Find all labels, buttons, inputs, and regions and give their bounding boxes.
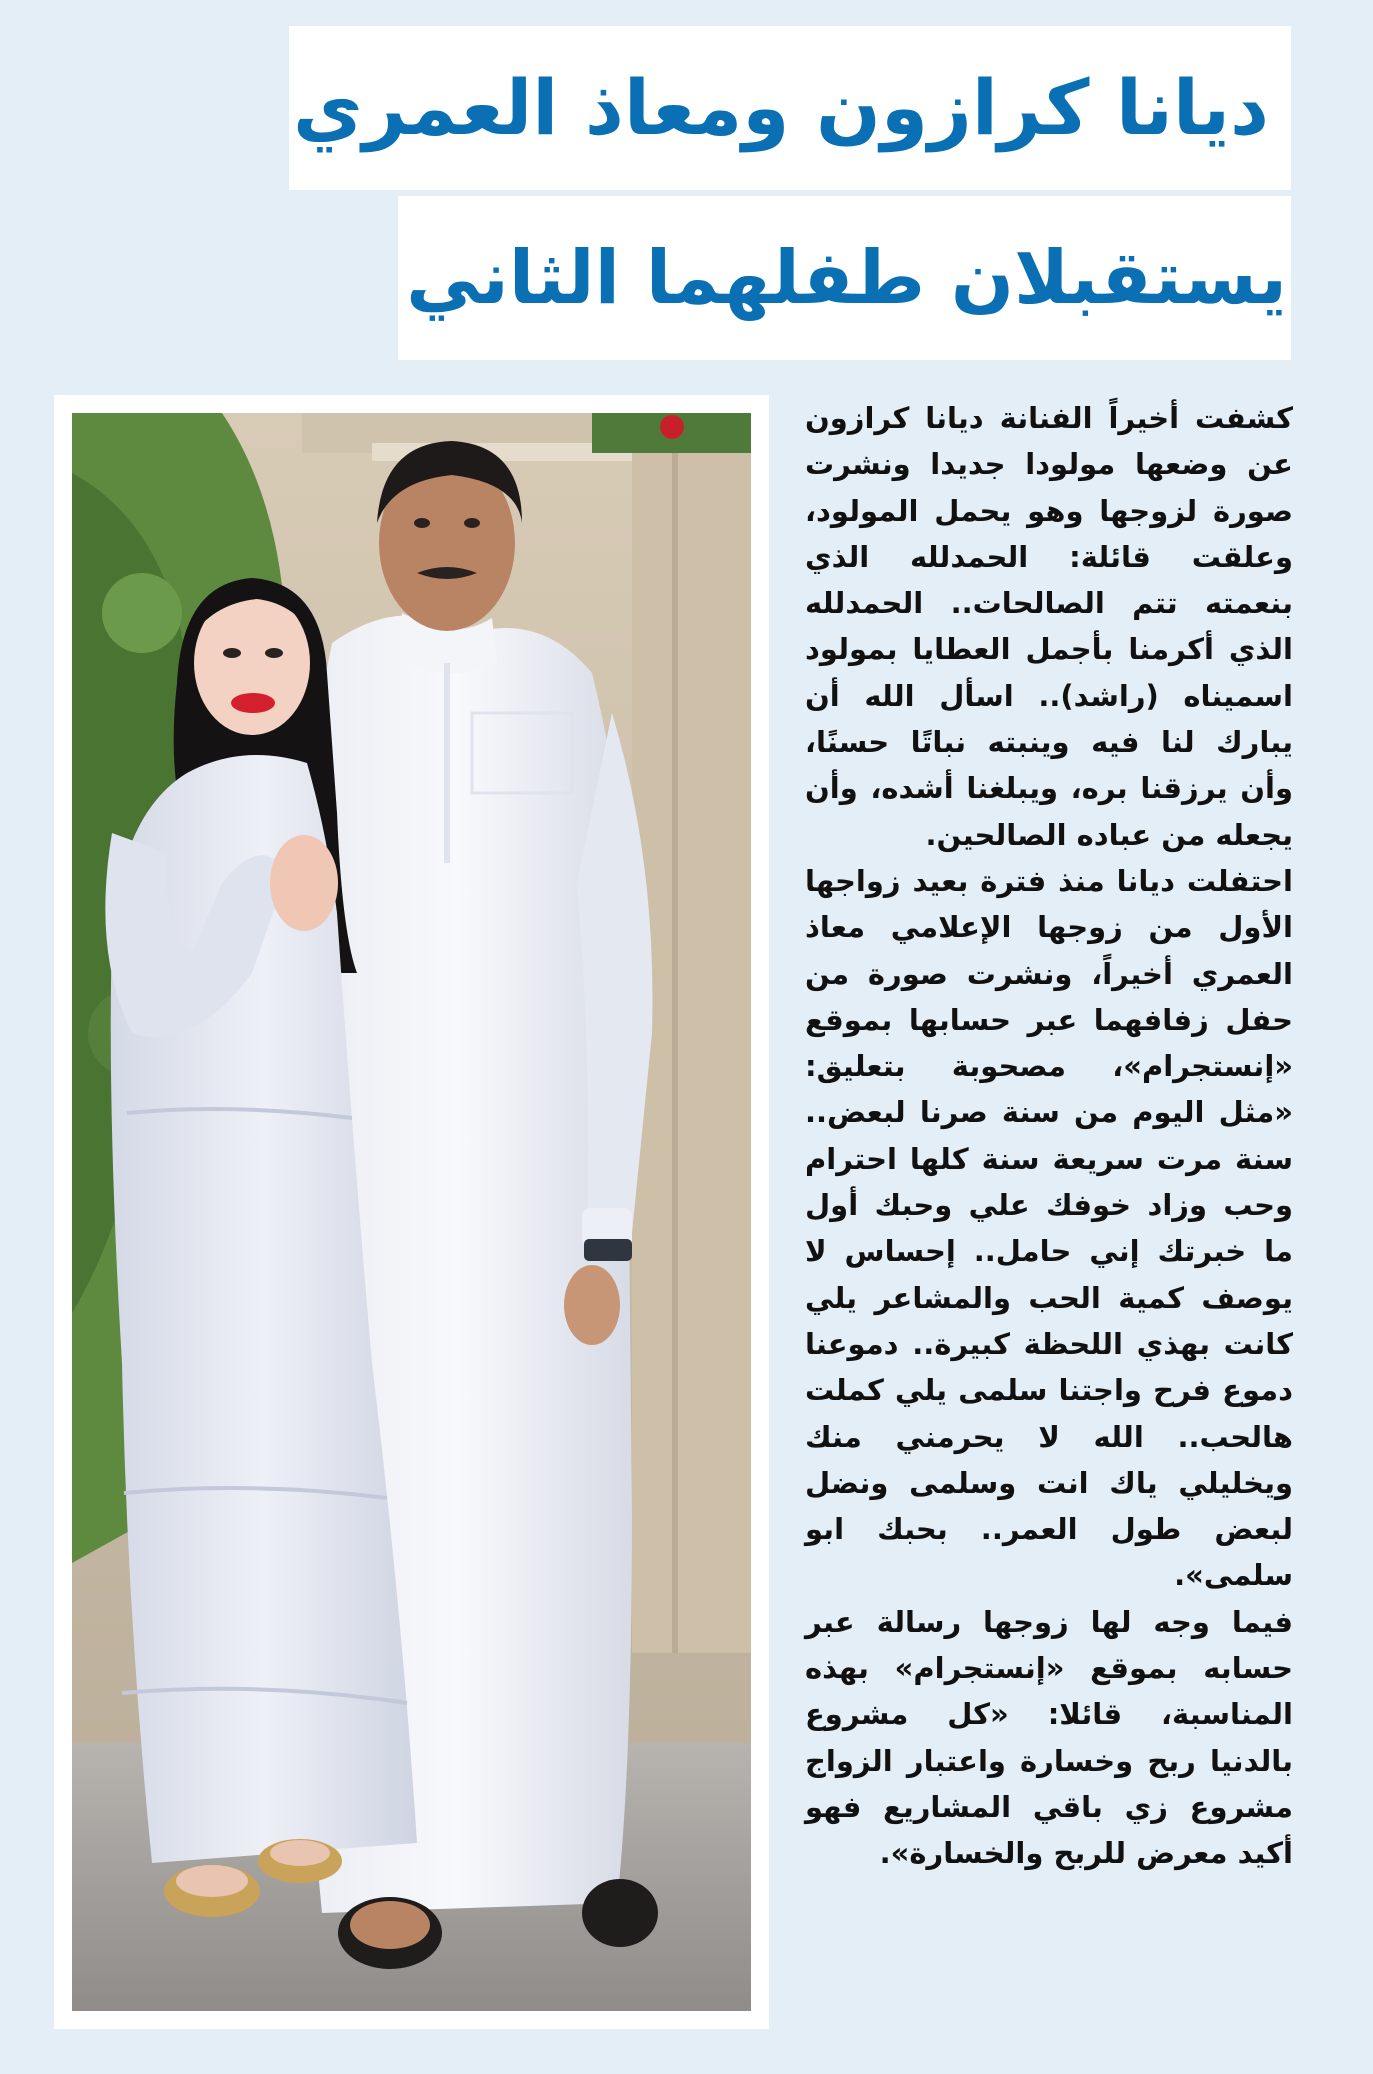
article-paragraph: فيما وجه لها زوجها رسالة عبر حسابه بموقع «إنستجرام» بهذه المناسبة، قائلا: «كل مشروع بالدنيا ربح وخسارة واعتبار الزواج مشروع زي باقي المشاريع فهو أكيد معرض للربح والخسارة». [805,1604,1293,1871]
headline-line-2: يستقبلان طفلهما الثاني [398,196,1291,360]
article-paragraph: احتفلت ديانا منذ فترة بعيد زواجها الأول من زوجها الإعلامي معاذ العمري أخيراً، ونشرت صورة من حفل زفافهما عبر حسابها بموقع «إنستجرام»، مصحوبة بتعليق: «مثل اليوم من سنة صرنا لبعض.. سنة مرت سريعة سنة كلها احترام وحب وزاد خوفك علي وحبك أول ما خبرتك إني حامل.. إحساس لا يوصف كمية الحب والمشاعر يلي كانت بهذي اللحظة كبيرة.. دموعنا دموع فرح واجتنا سلمى يلي كملت هالحب.. الله لا يحرمني منك ويخليلي ياك انت وسلمى ونضل لبعض طول العمر.. بحبك ابو سلمى». [805,863,1293,1593]
photo-frame [54,395,769,2029]
article-paragraph: كشفت أخيراً الفنانة ديانا كرازون عن وضعها مولودا جديدا ونشرت صورة لزوجها وهو يحمل المولود، وعلقت قائلة: الحمدلله الذي بنعمته تتم الصالحات.. الحمدلله الذي أكرمنا بأجمل العطايا بمولود اسميناه (راشد).. اسأل الله أن يبارك لنا فيه وينبته نباتًا حسنًا، وأن يرزقنا بره، ويبلغنا أشده، وأن يجعله من عباده الصالحين. [805,401,1293,852]
article-body [805,395,1293,2035]
headline-line-1: ديانا كرازون ومعاذ العمري [289,26,1291,190]
couple-photo [72,413,751,2011]
